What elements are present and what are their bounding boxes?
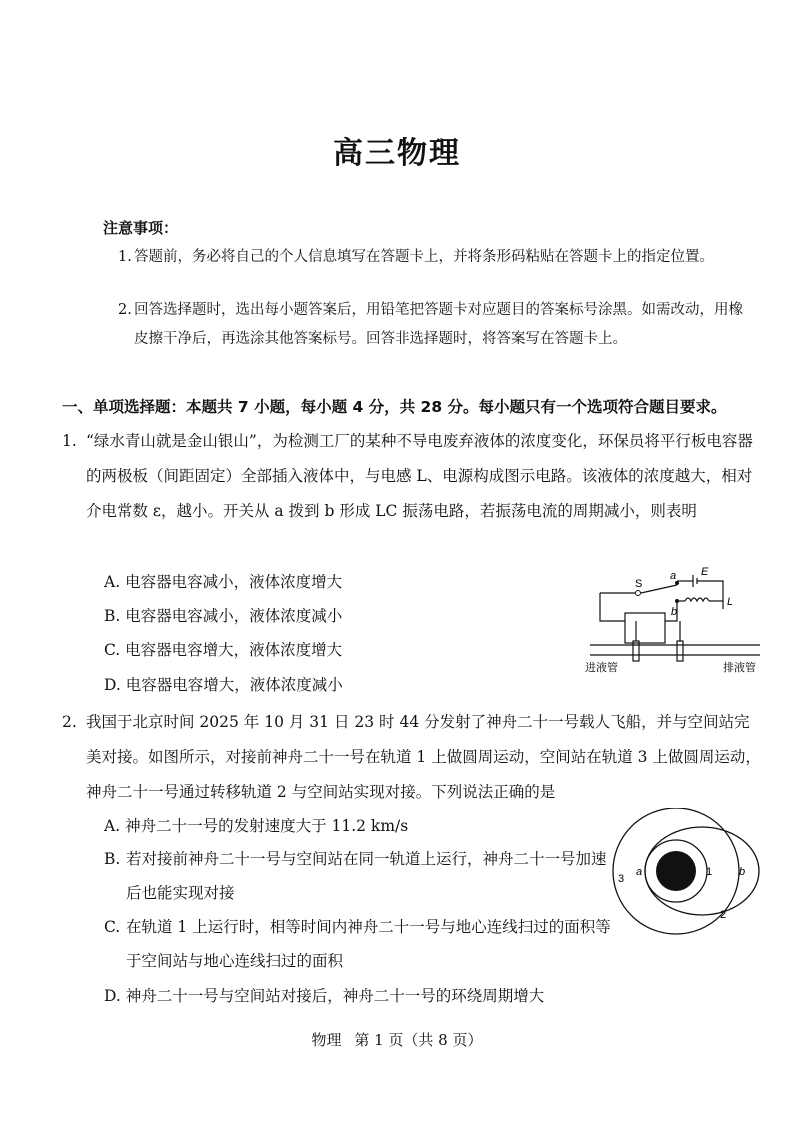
option-label: D. (104, 987, 121, 1005)
q1-option-b (104, 604, 342, 626)
point-a-label: a (636, 866, 643, 878)
battery-label: E (701, 566, 709, 578)
question-2-stem (62, 705, 762, 810)
section-heading: 一、单项选择题：本题共 7 小题，每小题 4 分，共 28 分。每小题只有一个选项符合题目要求。 (62, 398, 727, 416)
page-title: 高三物理 (333, 136, 461, 171)
q1-option-d (104, 673, 343, 695)
point-b-label: b (739, 866, 746, 878)
option-label: C. (104, 918, 121, 936)
notice-item-text: 答题前，务必将自己的个人信息填写在答题卡上，并将条形码粘贴在答题卡上的指定位置。 (134, 249, 714, 265)
option-text: 神舟二十一号的发射速度大于 11.2 km/s (125, 817, 409, 835)
option-text: 电容器电容减小，液体浓度增大 (125, 573, 343, 591)
orbit-2-label: 2 (720, 909, 727, 921)
notice-item-number: 1. (118, 249, 132, 265)
page-footer (0, 1029, 794, 1050)
circuit-diagram (585, 565, 765, 675)
q2-option-d (104, 984, 544, 1006)
option-text: 电容器电容减小，液体浓度减小 (125, 607, 343, 625)
notice-item-2 (118, 296, 748, 354)
q2-option-c (104, 910, 614, 978)
terminal-a-label: a (670, 570, 677, 582)
earth-icon (656, 851, 696, 891)
option-text: 电容器电容增大，液体浓度减小 (125, 676, 343, 694)
inlet-pipe-label: 进液管 (585, 662, 618, 674)
q2-option-b (104, 842, 614, 910)
option-label: C. (104, 641, 121, 659)
notice-item-number: 2. (118, 302, 132, 318)
footer-page-number: 第 1 页（共 8 页） (354, 1031, 483, 1049)
option-text: 在轨道 1 上运行时，相等时间内神舟二十一号与地心连线扫过的面积等于空间站与地心连线扫过的面积 (126, 918, 611, 970)
option-label: A. (104, 573, 121, 591)
option-text: 若对接前神舟二十一号与空间站在同一轨道上运行，神舟二十一号加速后也能实现对接 (126, 850, 607, 902)
option-label: A. (104, 817, 121, 835)
outlet-pipe-label: 排液管 (723, 662, 756, 674)
question-number: 2. (62, 713, 77, 731)
inductor-label: L (727, 596, 734, 608)
switch-label: S (635, 578, 643, 590)
terminal-b-label: b (671, 606, 678, 618)
notice-item-1 (118, 243, 748, 272)
question-number: 1. (62, 432, 77, 450)
option-text: 神舟二十一号与空间站对接后，神舟二十一号的环绕周期增大 (125, 987, 545, 1005)
q1-option-c (104, 638, 342, 660)
notice-item-text: 回答选择题时，选出每小题答案后，用铅笔把答题卡对应题目的答案标号涂黑。如需改动，用橡皮擦干净后，再选涂其他答案标号。回答非选择题时，将答案写在答题卡上。 (134, 302, 743, 347)
option-label: B. (104, 850, 121, 868)
question-text: 我国于北京时间 2025 年 10 月 31 日 23 时 44 分发射了神舟二十一号载人飞船，并与空间站完美对接。如图所示，对接前神舟二十一号在轨道 1 上做圆周运动，空间站在轨道 3 上做圆周运动，神舟二十一号通过转移轨道 2 与空间站实现对接。下列说法正确的是 (86, 713, 761, 801)
orbit-diagram (606, 808, 766, 938)
q2-option-a (104, 814, 408, 836)
option-text: 电容器电容增大，液体浓度增大 (125, 641, 343, 659)
question-text: “绿水青山就是金山银山”，为检测工厂的某种不导电废弃液体的浓度变化，环保员将平行板电容器的两极板（间距固定）全部插入液体中，与电感 L、电源构成图示电路。该液体的浓度越大，相对介电常数 ε，越小。开关从 a 拨到 b 形成 LC 振荡电路，若振荡电流的周期减小，则表明 (86, 432, 753, 520)
orbit-1-label: 1 (706, 866, 713, 878)
footer-subject: 物理 (311, 1031, 342, 1049)
notice-heading: 注意事项： (103, 219, 179, 237)
question-1-stem (62, 424, 762, 529)
option-label: B. (104, 607, 121, 625)
orbit-3-label: 3 (618, 873, 625, 885)
option-label: D. (104, 676, 121, 694)
q1-option-a (104, 570, 342, 592)
